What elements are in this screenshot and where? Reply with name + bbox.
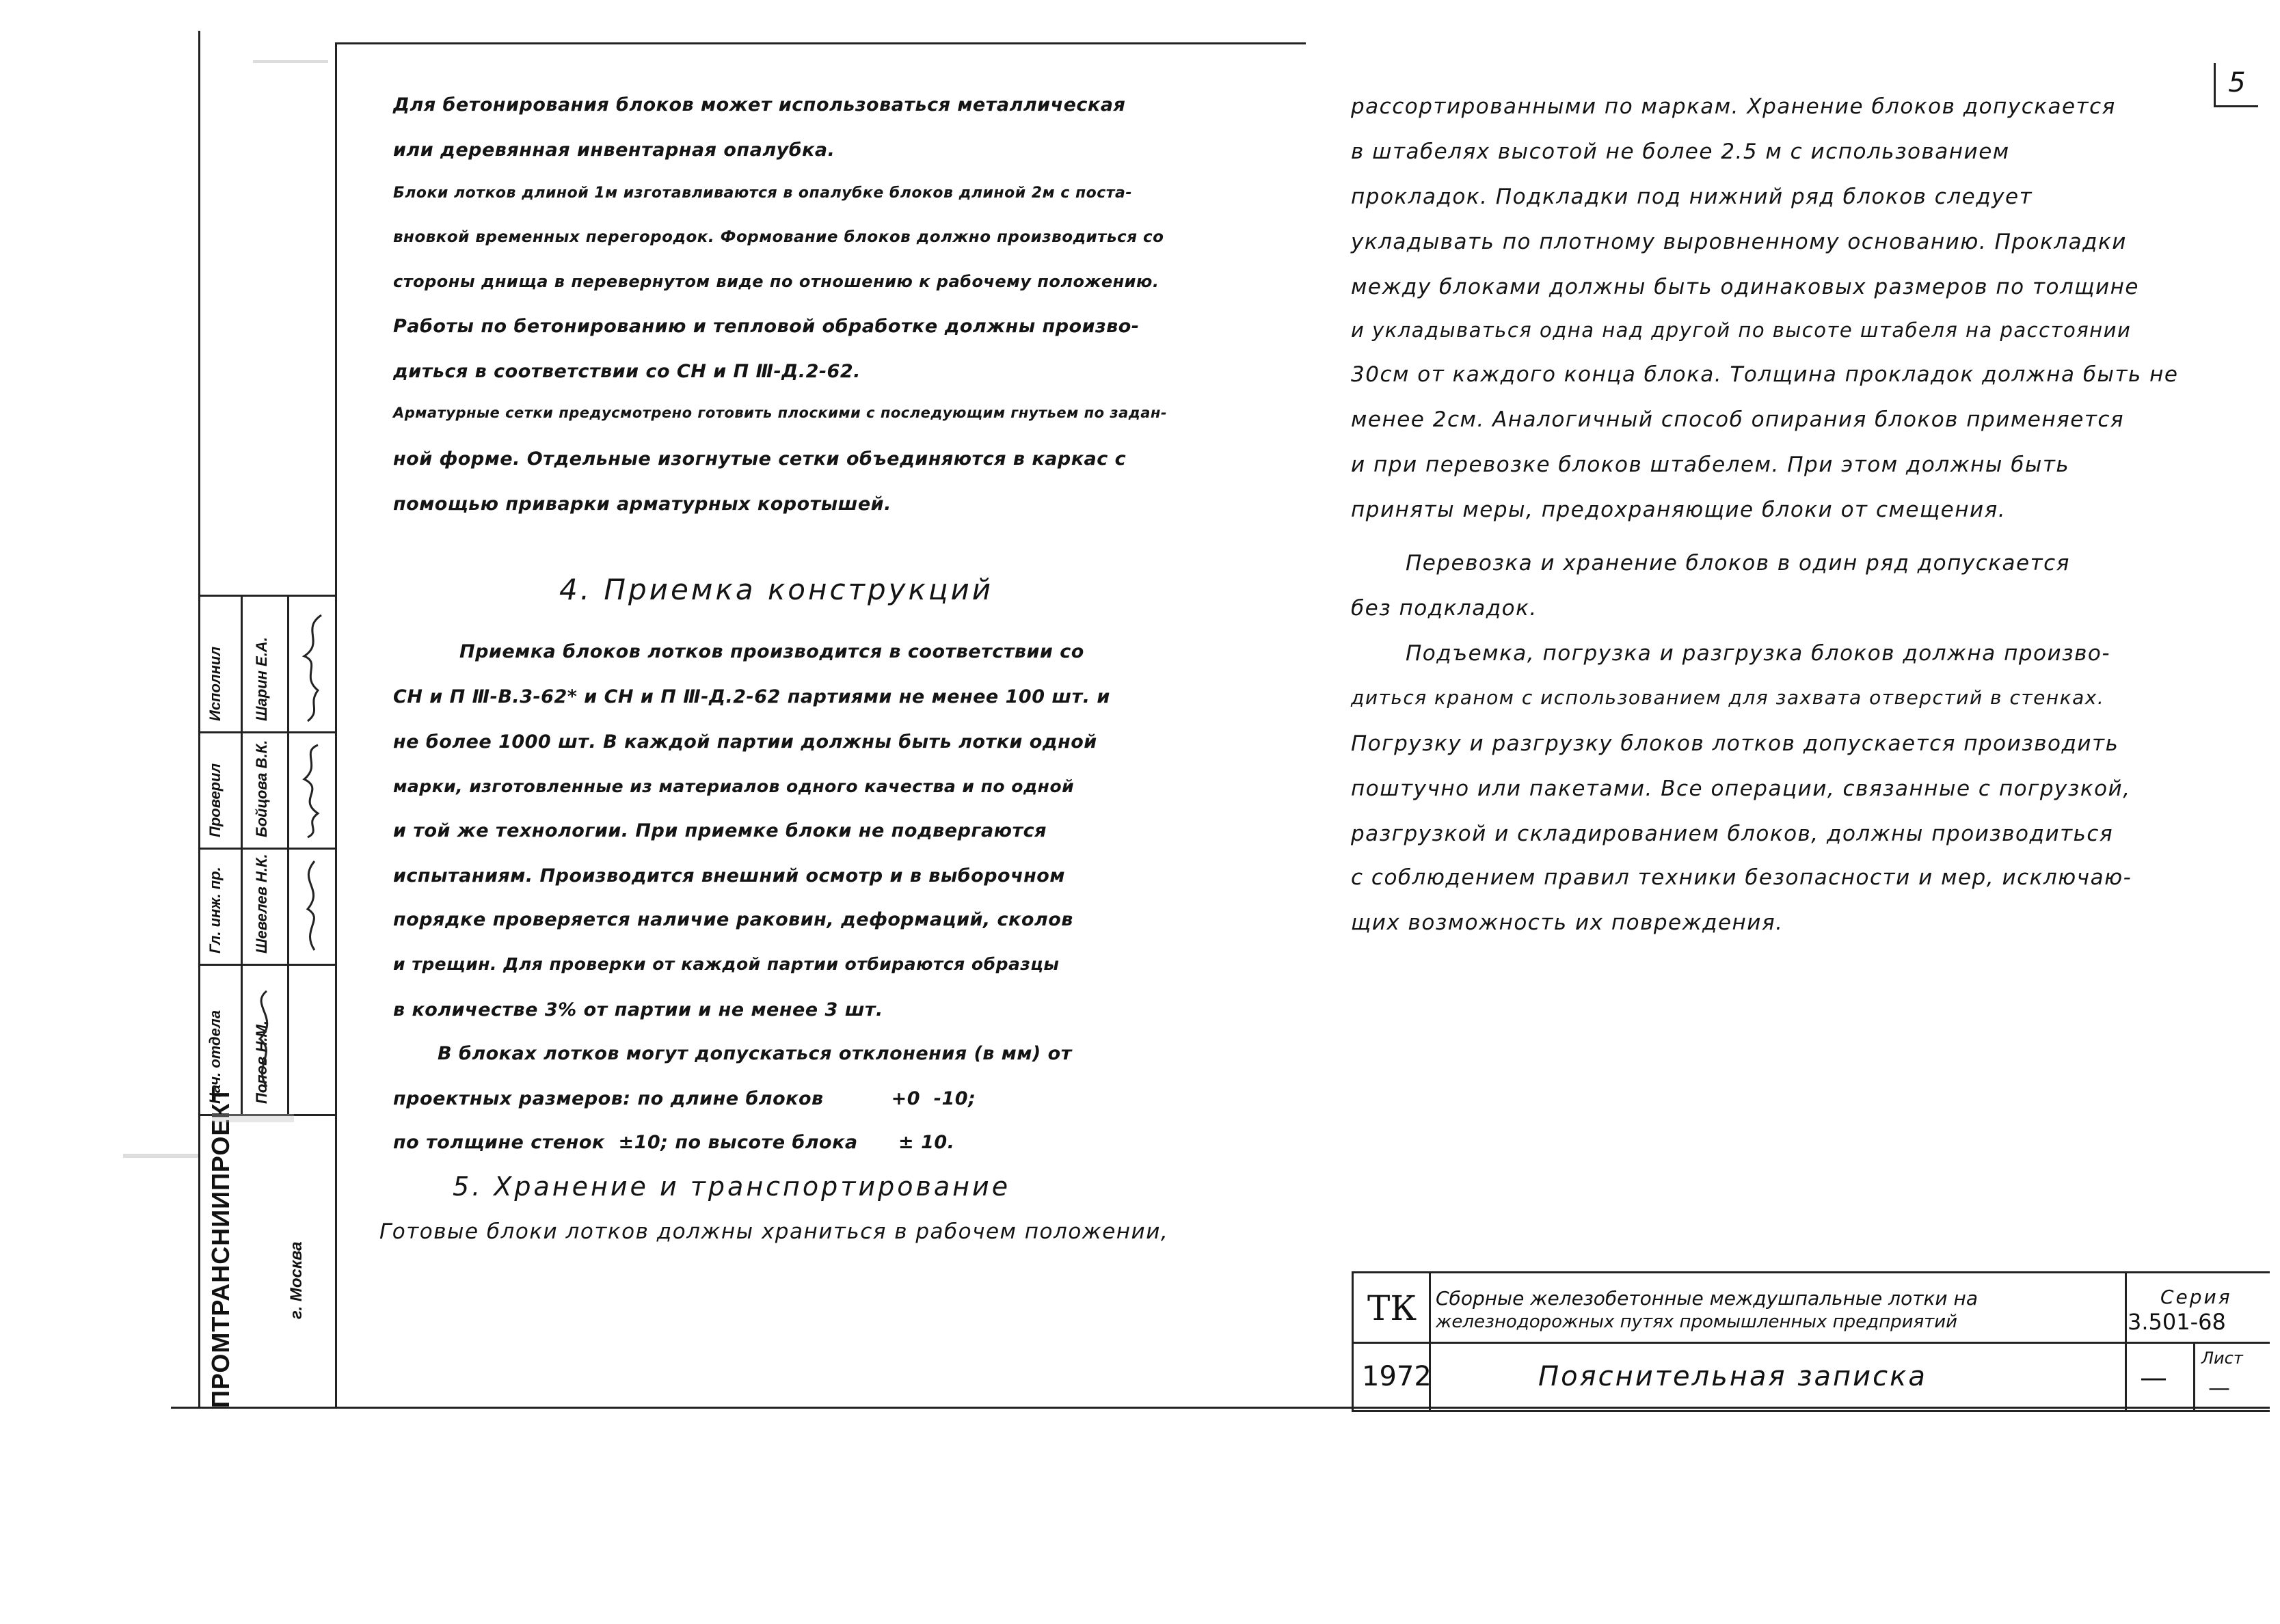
scan-smudge	[212, 1114, 294, 1122]
right-p3-line-3: Погрузку и разгрузку блоков лотков допускается производить	[1351, 731, 2119, 756]
tb-logo: ТК	[1367, 1288, 1417, 1328]
right-p1-line-6: и укладываться одна над другой по высоте штабеля на расстоянии	[1351, 319, 2132, 342]
right-p1-line-2: в штабелях высотой не более 2.5 м с использованием	[1351, 139, 2010, 164]
right-p3-line-1: Подъемка, погрузка и разгрузка блоков должна произво-	[1406, 641, 2111, 666]
right-p1-line-3: прокладок. Подкладки под нижний ряд блоков следует	[1351, 185, 2033, 209]
tb-dash-1: —	[2140, 1362, 2167, 1394]
stamp-role-2: Проверил	[206, 763, 224, 837]
stamp-col-1	[241, 595, 243, 1114]
right-p1-line-8: менее 2см. Аналогичный способ опирания блоков применяется	[1351, 407, 2125, 432]
right-p3-line-5: разгрузкой и складированием блоков, должны производиться	[1351, 822, 2114, 846]
left-p3-line-2: ной форме. Отдельные изогнутые сетки объединяются в каркас с	[393, 448, 1127, 470]
left-p2-line-4: Работы по бетонированию и тепловой обработке должны произво-	[393, 316, 1140, 337]
right-p3-line-7: щих возможность их повреждения.	[1351, 910, 1784, 935]
left-p4-line-9: в количестве 3% от партии и не менее 3 шт.	[393, 999, 883, 1020]
section-4-heading: 4. Приемка конструкций	[559, 573, 994, 606]
left-p1-line-2: или деревянная инвентарная опалубка.	[393, 139, 835, 161]
stamp-divider-top	[198, 595, 335, 597]
right-p3-line-2: диться краном с использованием для захвата отверстий в стенках.	[1351, 686, 2105, 709]
right-p1-line-1: рассортированными по маркам. Хранение блоков допускается	[1351, 94, 2116, 119]
tb-year: 1972	[1362, 1361, 1432, 1392]
left-p4-line-1: Приемка блоков лотков производится в соответствии со	[459, 641, 1084, 662]
tb-div-sheet	[2193, 1342, 2195, 1410]
stamp-name-1: Шарин Е.А.	[253, 637, 270, 721]
left-p2-line-1: Блоки лотков длиной 1м изготавливаются в опалубке блоков длиной 2м с поста-	[393, 185, 1133, 202]
scan-smudge	[253, 60, 328, 63]
tb-title-line-2: железнодорожных путях промышленных предприятий	[1436, 1312, 1958, 1332]
stamp-divider-4	[198, 964, 335, 966]
stamp-role-4: Нач. отдела	[206, 1010, 224, 1104]
stamp-org-name: ПРОМТРАНСНИИПРОЕКТ	[206, 1086, 234, 1408]
signature-3	[294, 854, 332, 957]
left-p2-line-5: диться в соответствии со СН и П Ⅲ-Д.2-62.	[393, 361, 861, 382]
tb-doc-name: Пояснительная записка	[1538, 1361, 1927, 1392]
left-p4-line-3: не более 1000 шт. В каждой партии должны быть лотки одной	[393, 731, 1097, 753]
left-p2-line-3: стороны днища в перевернутом виде по отношению к рабочему положению.	[393, 272, 1159, 291]
left-p4-line-8: и трещин. Для проверки от каждой партии отбираются образцы	[393, 954, 1060, 974]
tb-sheet-label: Лист	[2201, 1349, 2243, 1368]
tb-series-value: 3.501-68	[2128, 1309, 2226, 1335]
frame-left-line	[335, 42, 337, 1408]
left-p5-line-1: В блоках лотков могут допускаться отклонения (в мм) от	[438, 1043, 1072, 1064]
stamp-name-2: Бойцова В.К.	[253, 740, 270, 837]
stamp-col-2	[287, 595, 289, 1114]
right-p1-line-7: 30см от каждого конца блока. Толщина прокладок должна быть не	[1351, 362, 2179, 387]
stamp-divider-3	[198, 848, 335, 850]
left-p4-line-5: и той же технологии. При приемке блоки не подвергаются	[393, 820, 1047, 841]
right-p2-line-1: Перевозка и хранение блоков в один ряд допускается	[1406, 551, 2070, 576]
stamp-role-3: Гл. инж. пр.	[206, 867, 224, 953]
left-p5-line-3: по толщине стенок ±10; по высоте блока ± 10.	[393, 1132, 955, 1153]
left-p4-line-6: испытаниям. Производится внешний осмотр и в выборочном	[393, 865, 1065, 887]
right-p1-line-10: приняты меры, предохраняющие блоки от смещения.	[1351, 498, 2007, 522]
frame-top-line	[335, 42, 1306, 44]
tb-series-label: Серия	[2160, 1286, 2232, 1308]
stamp-divider-2	[198, 731, 335, 733]
left-p1-line-1: Для бетонирования блоков может использоваться металлическая	[393, 94, 1126, 116]
tb-dash-2: —	[2208, 1375, 2230, 1400]
stamp-name-4: Попов Н.М.	[253, 1020, 270, 1104]
page-number-box	[2214, 63, 2258, 107]
section-5-heading: 5. Хранение и транспортирование	[453, 1172, 1011, 1202]
stamp-role-1: Исполнил	[206, 646, 224, 721]
signature-2	[294, 738, 332, 841]
right-p3-line-6: с соблюдением правил техники безопасности и мер, исключаю-	[1351, 865, 2132, 890]
tb-div-mid	[1354, 1342, 2270, 1344]
scan-smudge	[123, 1154, 198, 1158]
left-p4-line-7: порядке проверяется наличие раковин, деформаций, сколов	[393, 909, 1073, 930]
left-p6-line-1: Готовые блоки лотков должны храниться в рабочем положении,	[379, 1219, 1169, 1244]
right-p1-line-4: укладывать по плотному выровненному основанию. Прокладки	[1351, 230, 2127, 254]
stamp-name-3: Шевелев Н.К.	[253, 854, 270, 953]
left-p4-line-2: СН и П Ⅲ-В.3-62* и СН и П Ⅲ-Д.2-62 партиями не менее 100 шт. и	[393, 686, 1110, 707]
title-block	[1352, 1271, 2270, 1412]
left-p2-line-2: вновкой временных перегородок. Формование блоков должно производиться со	[393, 228, 1164, 246]
left-p5-line-2: проектных размеров: по длине блоков +0 -10;	[393, 1088, 976, 1109]
signature-1	[294, 608, 332, 725]
left-p3-line-3: помощью приварки арматурных коротышей.	[393, 493, 891, 515]
left-p4-line-4: марки, изготовленные из материалов одного качества и по одной	[393, 776, 1075, 796]
right-p3-line-4: поштучно или пакетами. Все операции, связанные с погрузкой,	[1351, 776, 2131, 801]
right-p1-line-9: и при перевозке блоков штабелем. При этом должны быть	[1351, 452, 2070, 477]
page-number: 5	[2228, 67, 2246, 98]
signature-4	[246, 977, 284, 1100]
tb-title-line-1: Сборные железобетонные междушпальные лотки на	[1436, 1287, 1978, 1310]
right-p1-line-5: между блоками должны быть одинаковых размеров по толщине	[1351, 275, 2139, 299]
right-p2-line-2: без подкладок.	[1351, 596, 1538, 621]
stamp-city: г. Москва	[287, 1241, 306, 1319]
left-p3-line-1: Арматурные сетки предусмотрено готовить плоскими с последующим гнутьем по задан-	[393, 405, 1168, 421]
stamp-block	[198, 595, 335, 1408]
